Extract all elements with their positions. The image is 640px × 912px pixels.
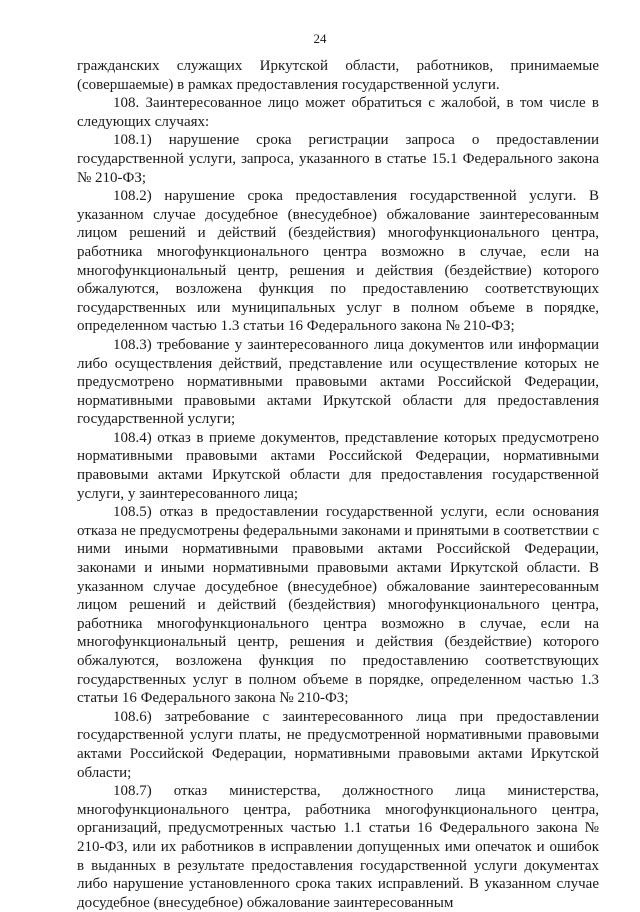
- paragraph: 108.4) отказ в приеме документов, представление которых предусмотрено нормативными правовыми актами Российской Федерации, нормативными правовыми актами Иркутской области для предоставления государственной услуги, у заинтересованного лица;: [77, 429, 599, 502]
- document-body: [77, 57, 599, 912]
- paragraph: гражданских служащих Иркутской области, работников, принимаемые (совершаемые) в рамках предоставления государственной услуги.: [77, 58, 599, 93]
- paragraph: 108. Заинтересованное лицо может обратиться с жалобой, в том числе в следующих случаях:: [77, 95, 599, 130]
- page-number: 24: [313, 31, 327, 46]
- paragraph: 108.3) требование у заинтересованного лица документов или информации либо осуществления действий, представление или осуществление которых не предусмотрено нормативными правовыми актами Российской Федерации, нормативными правовыми актами Иркутской области для предоставления государственной услуги;: [77, 336, 599, 428]
- paragraph: 108.2) нарушение срока предоставления государственной услуги. В указанном случае досудебное (внесудебное) обжалование заинтересованным лицом решений и действий (бездействия) многофункционального центра, работника многофункционального центра возможно в случае, если на многофункциональный центр, решения и действия (бездействие) которого обжалуются, возложена функция по предоставлению соответствующих государственных или муниципальных услуг в полном объеме в порядке, определенном частью 1.3 статьи 16 Федерального закона № 210-ФЗ;: [77, 188, 599, 335]
- paragraph: 108.6) затребование с заинтересованного лица при предоставлении государственной услуги платы, не предусмотренной нормативными правовыми актами Российской Федерации, нормативными правовыми актами Иркутской области;: [77, 708, 599, 781]
- paragraph: 108.7) отказ министерства, должностного лица министерства, многофункционального центра, работника многофункционального центра, организаций, предусмотренных частью 1.1 статьи 16 Федерального закона № 210-ФЗ, или их работников в исправлении допущенных ими опечаток и ошибок в выданных в результате предоставления государственной услуги документах либо нарушение установленного срока таких исправлений. В указанном случае досудебное (внесудебное) обжалование заинтересованным: [77, 783, 599, 911]
- paragraph: 108.1) нарушение срока регистрации запроса о предоставлении государственной услуги, запроса, указанного в статье 15.1 Федерального закона № 210-ФЗ;: [77, 132, 599, 186]
- paragraph: 108.5) отказ в предоставлении государственной услуги, если основания отказа не предусмотрены федеральными законами и принятыми в соответствии с ними иными нормативными правовыми актами Российской Федерации, законами и иными нормативными правовыми актами Иркутской области. В указанном случае досудебное (внесудебное) обжалование заинтересованным лицом решений и действий (бездействия) многофункционального центра, работника многофункционального центра возможно в случае, если на многофункциональный центр, решения и действия (бездействие) которого обжалуются, возложена функция по предоставлению соответствующих государственных услуг в полном объеме в порядке, определенном частью 1.3 статьи 16 Федерального закона № 210-ФЗ;: [77, 504, 599, 707]
